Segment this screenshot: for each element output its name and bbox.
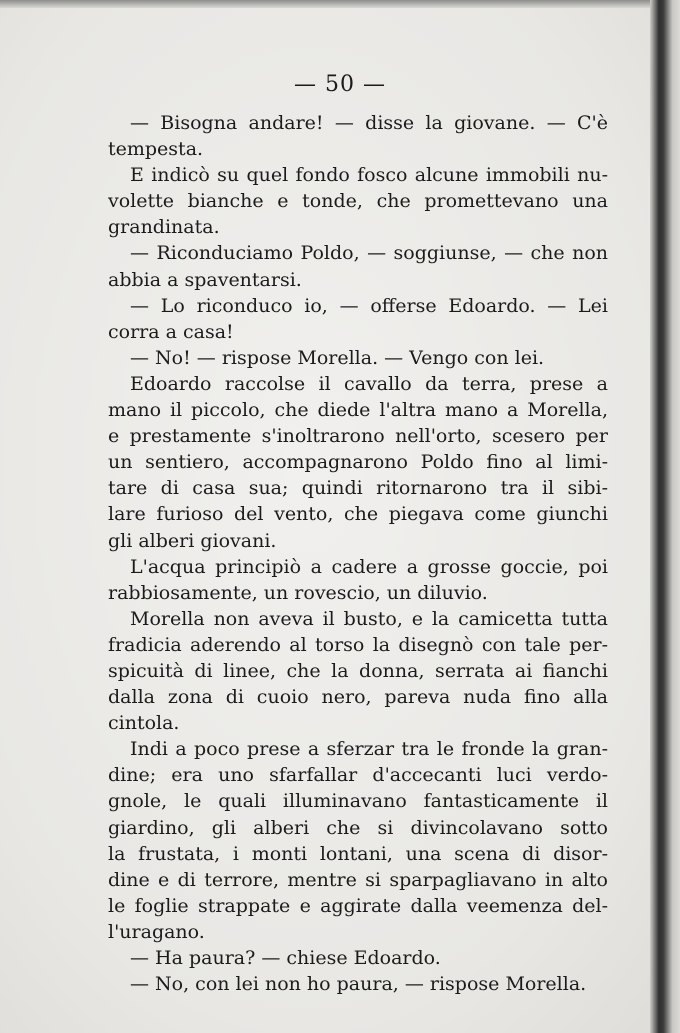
text-line: E indicò su quel fondo fosco alcune immobili nu- [130, 164, 608, 187]
text-line: dine; era uno sfarfallar d'accecanti luci verdo- [108, 764, 608, 787]
text-line: Edoardo raccolse il cavallo da terra, prese a [130, 372, 608, 395]
text-line: — No! — rispose Morella. — Vengo con lei. [130, 346, 545, 369]
text-line: — Bisogna andare! — disse la giovane. — C'è [130, 112, 608, 134]
text-line: L'acqua principiò a cadere a grosse goccie, poi [130, 555, 608, 578]
text-line: Morella non aveva il busto, e la camicetta tutta [130, 607, 608, 630]
text-line: volette bianche e tonde, che promettevano una [108, 190, 608, 213]
text-line: Indi a poco prese a sferzar tra le fronde la gran- [130, 738, 608, 761]
text-line: lare furioso del vento, che piegava come giunchi [108, 503, 608, 526]
page-number: — 50 — [294, 72, 386, 97]
text-line: — Lo riconduco io, — offerse Edoardo. — Lei [130, 294, 608, 317]
text-line: gli alberi giovani. [108, 529, 277, 552]
text-line: giardino, gli alberi che si divincolavano sotto [108, 816, 608, 839]
text-line: e prestamente s'inoltrarono nell'orto, scesero per [108, 425, 608, 448]
text-line: — Riconduciamo Poldo, — soggiunse, — che non [130, 242, 608, 265]
page-binding-edge [650, 0, 680, 1033]
text-line: la frustata, i monti lontani, una scena di disor- [108, 842, 608, 865]
text-line: — No, con lei non ho paura, — rispose Morella. [130, 973, 587, 996]
text-line: mano il piccolo, che diede l'altra mano a Morella, [108, 399, 608, 422]
page-top-edge [0, 0, 680, 8]
body-text [108, 110, 608, 997]
text-line: dine e di terrore, mentre si sparpagliavano in alto [108, 868, 608, 891]
text-line: tare di casa sua; quindi ritornarono tra il sibi- [108, 477, 608, 500]
text-line: un sentiero, accompagnarono Poldo fino al limi- [108, 451, 608, 474]
text-line: rabbiosamente, un rovescio, un diluvio. [108, 581, 488, 604]
text-line: abbia a spaventarsi. [108, 268, 302, 291]
text-line: spicuità di linee, che la donna, serrata ai fianchi [108, 659, 608, 682]
text-line: fradicia aderendo al torso la disegnò con tale per- [108, 633, 608, 656]
text-line: dalla zona di cuoio nero, pareva nuda fino alla [108, 686, 608, 709]
text-line: grandinata. [108, 216, 220, 239]
text-line: le foglie strappate e aggirate dalla veemenza del- [108, 894, 608, 917]
text-line: — Ha paura? — chiese Edoardo. [130, 947, 441, 969]
text-line: corra a casa! [108, 320, 234, 343]
text-line: cintola. [108, 712, 180, 735]
text-line: l'uragano. [108, 920, 205, 943]
text-line: tempesta. [108, 138, 204, 161]
text-line: gnole, le quali illuminavano fantasticamente il [108, 790, 608, 813]
